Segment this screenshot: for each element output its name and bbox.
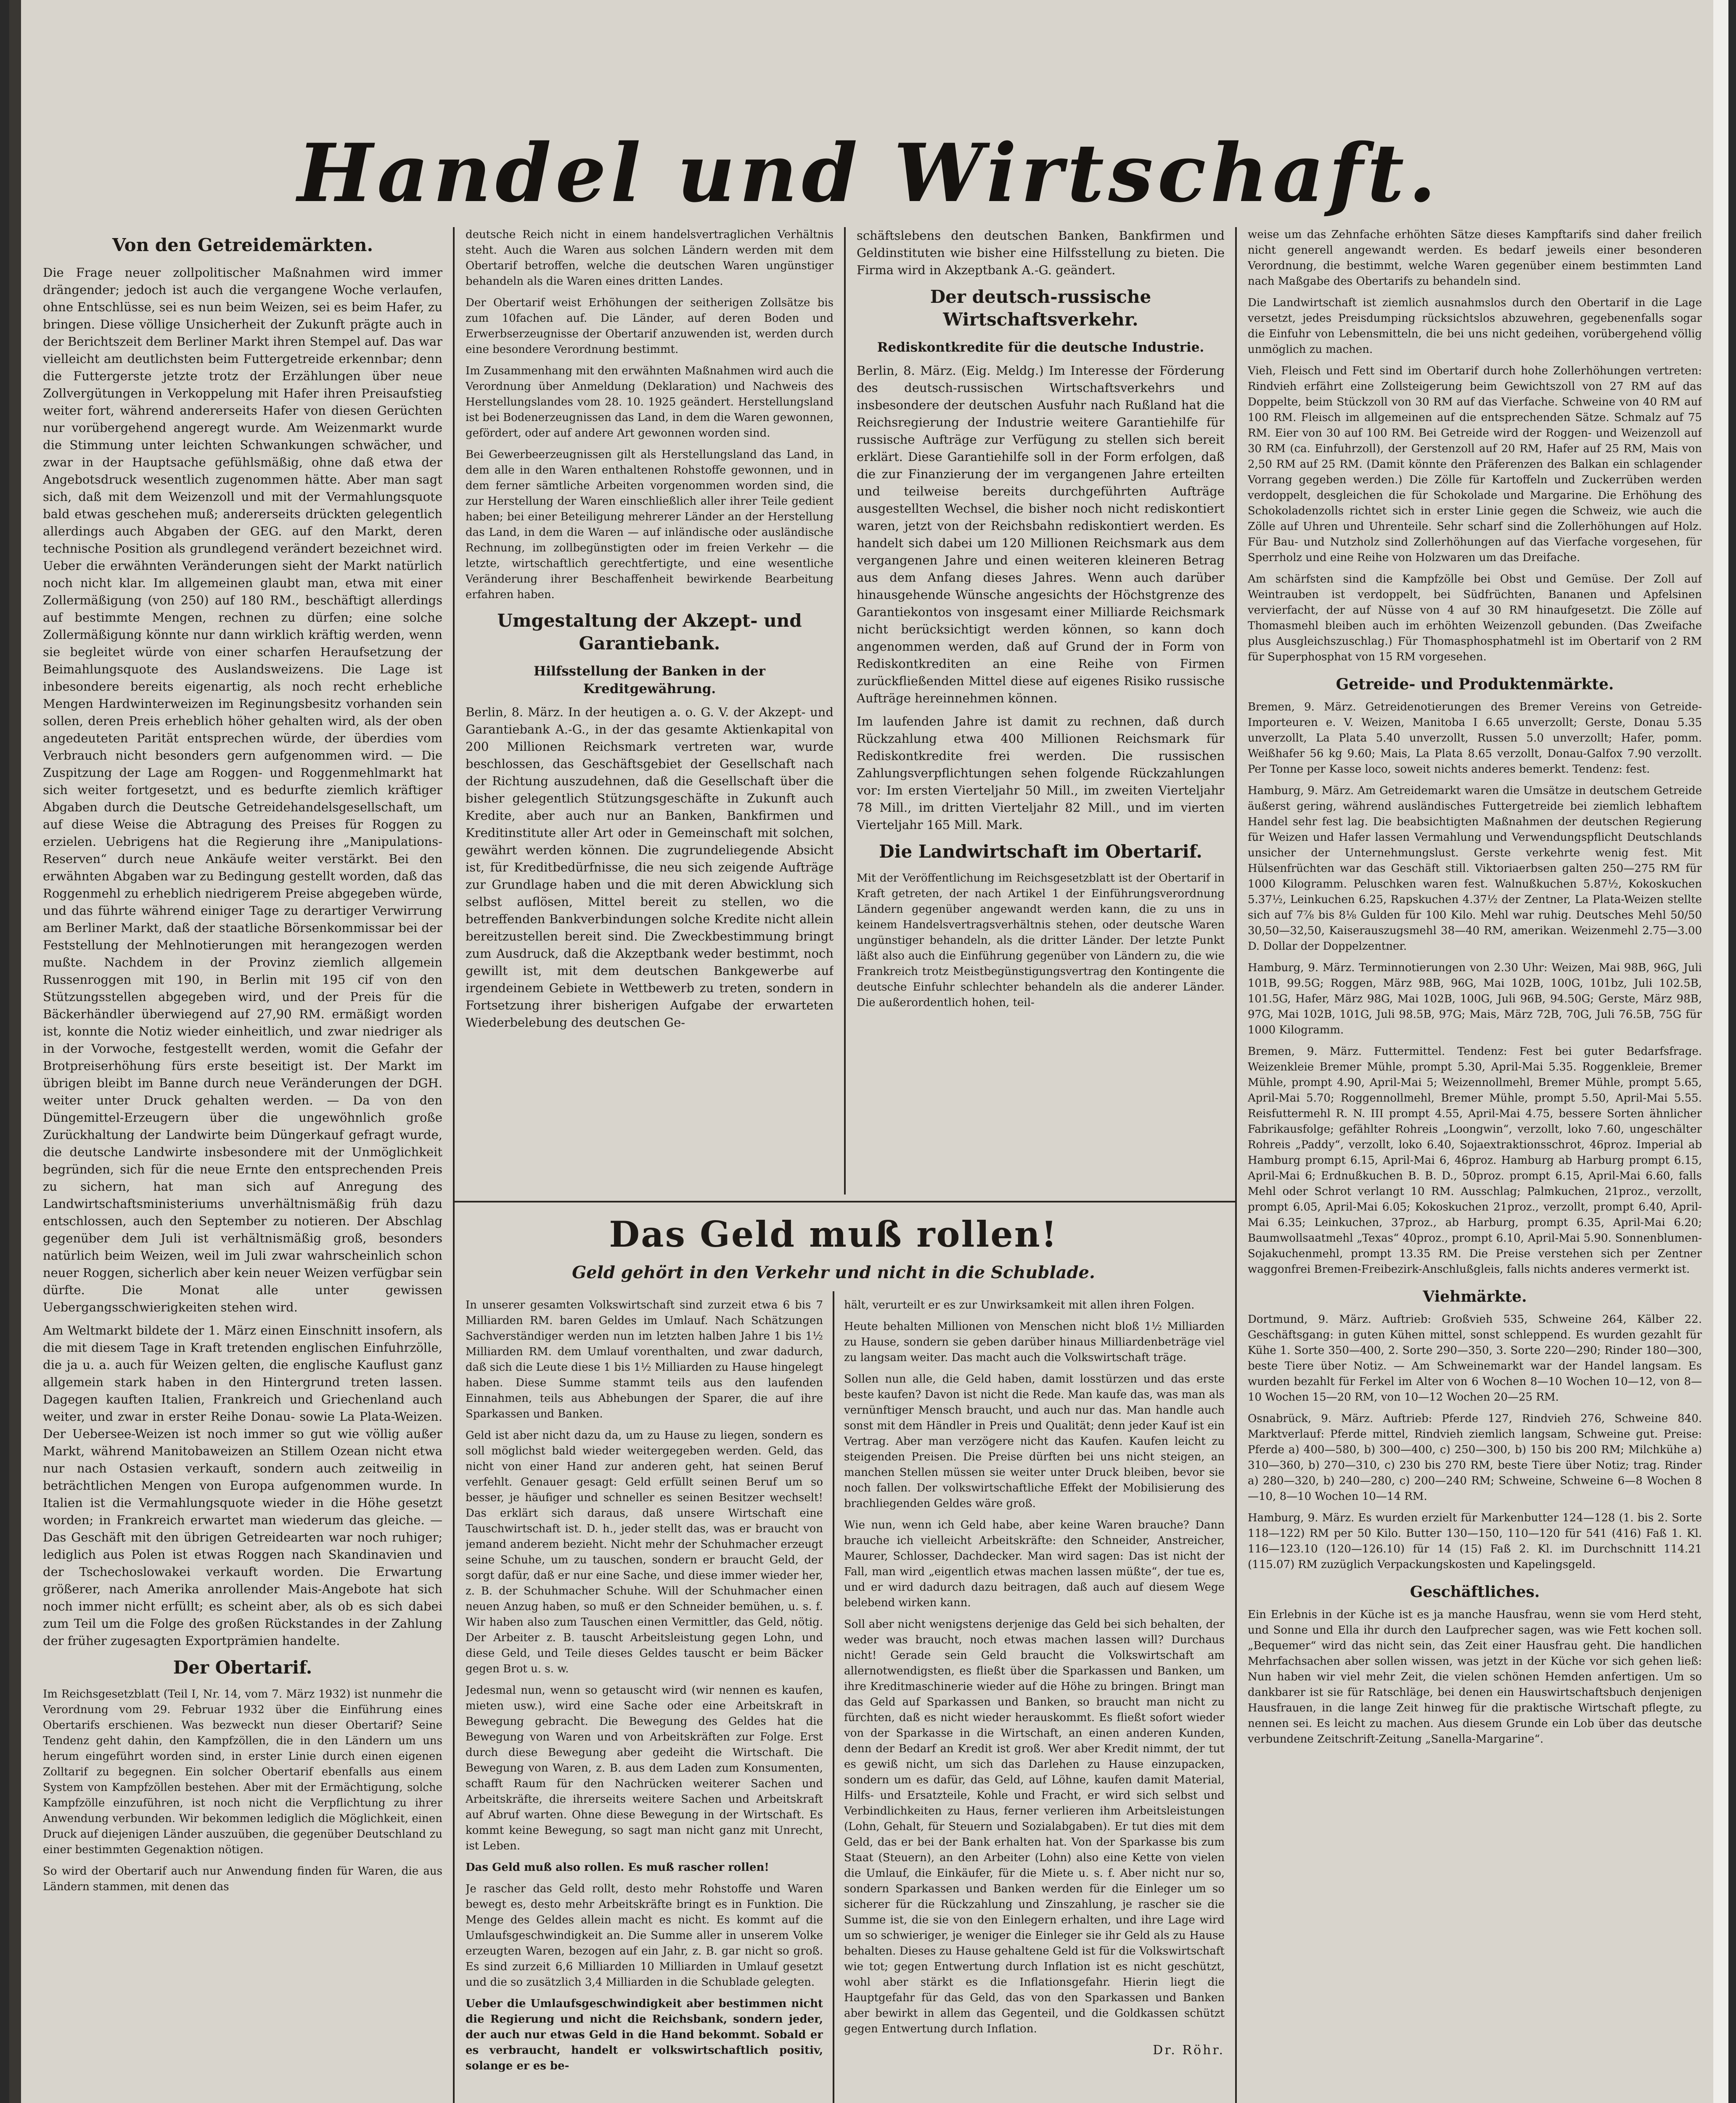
market-report: Bremen, 9. März. Getreidenotierungen des Bremer Vereins von Getreide-Importeuren e. V. Weizen, Manitoba I 6.65 unverzollt; Gerste, Donau 5.35 unverzollt, La Plata 5.40 unverzollt, Russen 5.0 unverzollt; Hafer, pomm. Weißhafer 56 kg 9.60; Mais, La Plata 8.65 verzollt, Donau-Galfox 7.90 verzollt. Per Tonne per Kasse loco, soweit nichts anderes bemerkt. Tendenz: fest.	[1248, 701, 1702, 776]
article-heading: Umgestaltung der Akzept- und Garantiebank.	[497, 610, 802, 654]
article-paragraph: weise um das Zehnfache erhöhten Sätze dieses Kampftarifs sind daher freilich nicht generell angewandt werden. Es bedarf jeweils einer besonderen Verordnung, die bestimmt, welche Waren gegenüber einem bestimmten Land nach Maßgabe des Obertarifs zu behandeln sind.	[1248, 228, 1702, 288]
article-paragraph: Geld ist aber nicht dazu da, um zu Hause zu liegen, sondern es soll möglichst bald wieder weitergegeben werden. Geld, das nicht von einer Hand zur anderen geht, hat seinen Beruf verfehlt. Genauer gesagt: Geld erfüllt seinen Beruf um so besser, je häufiger und schneller es seinen Besitzer wechselt! Das erklärt sich daraus, daß unsere Wirtschaft eine Tauschwirtschaft ist. D. h., jeder stellt das, was er braucht von jemand anderem bezieht. Nicht mehr der Schuhmacher erzeugt seine Schuhe, um zu tauschen, sondern er braucht Geld, der sorgt dafür, daß er nur eine Sache, und diese immer wieder her, z. B. der Schuhmacher Schuhe. Will der Schuhmacher einen neuen Anzug haben, so muß er den Schneider bemühen, u. s. f. Wir haben also zum Tauschen einen Vermittler, das Geld, nötig. Der Arbeiter z. B. tauscht Arbeitsleistung gegen Lohn, und diese Geld, und Teile dieses Geldes tauscht er beim Bäcker gegen Brot u. s. w.	[466, 1429, 823, 1675]
article-paragraph: Am Weltmarkt bildete der 1. März einen Einschnitt insofern, als die mit diesem Tage in Kraft tretenden englischen Einfuhrzölle, die ja u. a. auch für Weizen gelten, die englische Kauflust ganz allgemein stark haben in den Hintergrund treten lassen. Dagegen kauften Italien, Frankreich und Griechenland auch weiter, und zwar in erster Reihe Donau- sowie La Plata-Weizen. Der Uebersee-Weizen ist noch immer so gut wie völlig außer Markt, während Manitobaweizen an Stillem Ozean nicht etwa nur nach Ostasien verkauft, sondern auch zeitweilig in beträchtlichen Mengen von Europa aufgenommen wurde. In Italien ist die Vermahlungsquote wieder in die Höhe gesetzt worden; in Frankreich erwartet man wiederum das gleiche. — Das Geschäft mit den übrigen Getreidearten war noch ruhiger; lediglich aus Polen ist etwas Roggen nach Skandinavien und der Tschechoslowakei verkauft worden. Die Erwartung größerer, nach Amerika anrollender Mais-Angebote hat sich noch immer nicht erfüllt; es scheint aber, als ob es sich dabei zum Teil um die Folge des großen Rückstandes in der Zahlung der früher zugesagten Exportprämien handelte.	[43, 1323, 442, 1648]
market-report: Hamburg, 9. März. Es wurden erzielt für Markenbutter 124—128 (1. bis 2. Sorte 118—122) RM per 50 Kilo. Butter 130—150, 110—120 für 541 (416) Faß 1. Kl. 116—123.10 (120—126.10) für 14 (15) Faß 2. Kl. im Durchschnitt 114.21 (115.07) RM zuzüglich Verpackungskosten und Kapelingsgeld.	[1248, 1512, 1702, 1571]
article-paragraph: Bei Gewerbeerzeugnissen gilt als Herstellungsland das Land, in dem alle in den Waren enthaltenen Rohstoffe gewonnen, und in dem ferner sämtliche Arbeiten vorgenommen worden sind, die zur Herstellung der Waren einschließlich aller ihrer Teile gedient haben; bei einer Beteiligung mehrerer Länder an der Herstellung das Land, in dem die Waren — auf inländische oder ausländische Rechnung, im zollbegünstigten oder im freien Verkehr — die letzte, wirtschaftlich gerechtfertigte, und eine wesentliche Veränderung ihrer Beschaffenheit bewirkende Bearbeitung erfahren haben.	[466, 448, 834, 601]
article-subheading: Hilfsstellung der Banken in der Kreditgewährung.	[534, 664, 765, 697]
article-paragraph: Jedesmal nun, wenn so getauscht wird (wir nennen es kaufen, mieten usw.), wird eine Sache oder eine Arbeitskraft in Bewegung gebracht. Die Bewegung des Geldes hat die Bewegung von Waren und von Arbeitskräften zur Folge. Erst durch diese Bewegung aber gedeiht die Wirtschaft. Die Bewegung von Waren, z. B. aus dem Laden zum Konsumenten, schafft Raum für den Nachrücken weiterer Sachen und Arbeitskräfte, die ihrerseits weitere Sachen und Arbeitskraft auf Abruf warten. Ohne diese Bewegung in der Wirtschaft. Es kommt keine Bewegung, so sagt man nicht ganz mit Unrecht, ist Leben.	[466, 1684, 823, 1852]
column-1	[43, 227, 442, 2103]
article-paragraph: Berlin, 8. März. In der heutigen a. o. G. V. der Akzept- und Garantiebank A.-G., in der das gesamte Aktienkapital von 200 Millionen Reichsmark vertreten war, wurde beschlossen, das Geschäftsgebiet der Gesellschaft nach der Richtung auszudehnen, daß die Gesellschaft über die bisher gelegentlich Stützungsgeschäfte in Zukunft auch Kredite, aber auch nur an Banken, Bankfirmen und Kreditinstitute aller Art oder in Gemeinschaft mit solchen, gewährt werden können. Die zugrundeliegende Absicht ist, für Kreditbedürfnisse, die neu sich zeigende Aufträge zur Grundlage haben und die mit deren Abwicklung sich selbst auflösen, Mittel bereit zu stellen, wo die betreffenden Bankverbindungen solche Kredite nicht allein bereitzustellen bereit sind. Die Zweckbestimmung bringt zum Ausdruck, daß die Akzeptbank weder bestimmt, noch gewillt ist, mit dem deutschen Bankgewerbe auf irgendeinem Gebiete in Wettbewerb zu treten, sondern in Fortsetzung ihrer bisherigen Aufgabe der erwarteten Wiederbelebung des deutschen Ge-	[466, 705, 834, 1030]
article-paragraph: Ueber die Umlaufsgeschwindigkeit aber bestimmen nicht die Regierung und nicht die Reichsbank, sondern jeder, der auch nur etwas Geld in die Hand bekommt. Sobald er es verbraucht, handelt er volkswirtschaftlich positiv, solange er es be-	[466, 1997, 823, 2072]
headline-rule	[455, 1201, 1235, 1202]
article-paragraph: deutsche Reich nicht in einem handelsvertraglichen Verhältnis steht. Auch die Waren aus solchen Ländern werden mit dem Obertarif betroffen, welche die deutschen Waren ungünstiger behandeln als die Waren eines dritten Landes.	[466, 228, 834, 288]
article-paragraph: Sollen nun alle, die Geld haben, damit losstürzen und das erste beste kaufen? Davon ist nicht die Rede. Man kaufe das, was man als vernünftiger Mensch braucht, und auch nur das. Man handle auch sonst mit dem Händler in Preis und Qualität; denn jeder Kauf ist ein Vertrag. Aber man verzögere nicht das Kaufen. Kaufen leicht zu steigenden Preisen. Die Preise dürften bei uns nicht steigen, an manchen Stellen müssen sie weiter unter Druck bleiben, bevor sie noch fallen. Der volkswirtschaftliche Effekt der Mobilisierung des brachliegenden Geldes wäre groß.	[844, 1373, 1225, 1510]
column-rule	[1235, 227, 1237, 2103]
article-paragraph: Ein Erlebnis in der Küche ist es ja manche Hausfrau, wenn sie vom Herd steht, und Sonne und Ella ihr durch den Laufprecher sagen, was wie Fett kochen soll. „Bequemer“ wird das nicht sein, das Zeit einer Hausfrau geht. Die handlichen Mehrfachsachen aber sollen wissen, was jetzt in der Küche vor sich gehen ließ: Nun haben wir viel mehr Zeit, die vielen schönen Hemden anfertigen. Um so dankbarer ist sie für Ratschläge, bei denen ein Hauswirtschaftsbuch denjenigen Hausfrauen, in die lange Zeit hinweg für die praktische Wirtschaft pflegte, zu nennen sei. Es leicht zu machen. Aus diesem Grunde ein Lob über das deutsche verbundene Zeitschrift-Zeitung „Sanella-Margarine“.	[1248, 1608, 1702, 1745]
article-paragraph: Mit der Veröffentlichung im Reichsgesetzblatt ist der Obertarif in Kraft getreten, der nach Artikel 1 der Einführungsverordnung Ländern gegenüber angewandt werden kann, die zu uns in keinem Handelsvertragsverhältnis stehen, oder deutsche Waren ungünstiger behandeln, als die dritter Länder. Der letzte Punkt läßt also auch die Einführung gegenüber von Ländern zu, die wie Frankreich trotz Meistbegünstigungsvertrag den Kontingente die deutsche Einfuhr schlechter behandeln als die anderer Länder. Die außerordentlich hohen, teil-	[857, 872, 1225, 1009]
article-paragraph: schäftslebens den deutschen Banken, Bankfirmen und Geldinstituten wie bisher eine Hilfsstellung zu bieten. Die Firma wird in Akzeptbank A.-G. geändert.	[857, 228, 1225, 277]
article-paragraph: Heute behalten Millionen von Menschen nicht bloß 1½ Milliarden zu Hause, sondern sie geben darüber hinaus Milliardenbeträge viel zu langsam weiter. Das macht auch die Volkswirtschaft träge.	[844, 1320, 1225, 1364]
column-rule	[844, 227, 846, 1195]
article-paragraph: Der Obertarif weist Erhöhungen der seitherigen Zollsätze bis zum 10fachen auf. Die Länder, auf deren Boden und Erwerbserzeugnisse der Obertarif anzuwenden ist, werden durch eine besondere Verordnung bestimmt.	[466, 297, 834, 356]
section-heading: Getreide- und Produktenmärkte.	[1336, 675, 1614, 693]
column-2	[466, 227, 834, 1195]
article-heading: Der Obertarif.	[173, 1657, 312, 1678]
article-paragraph: Im laufenden Jahre ist damit zu rechnen, daß durch Rückzahlung etwa 400 Millionen Reichsmark für Rediskontkredite frei werden. Die russischen Zahlungsverpflichtungen sehen folgende Rückzahlungen vor: Im ersten Vierteljahr 50 Mill., im zweiten Vierteljahr 78 Mill., im dritten Vierteljahr 82 Mill., und im vierten Vierteljahr 165 Mill. Mark.	[857, 714, 1225, 832]
scan-edge-left	[9, 0, 21, 2103]
column-rule	[453, 227, 455, 2103]
article-paragraph: Das Geld muß also rollen. Es muß rascher rollen!	[466, 1861, 769, 1874]
article-heading: Der deutsch-russische Wirtschaftsverkehr.	[930, 286, 1151, 330]
article-subheading: Rediskontkredite für die deutsche Industrie.	[877, 340, 1204, 355]
market-report: Osnabrück, 9. März. Auftrieb: Pferde 127, Rindvieh 276, Schweine 840. Marktverlauf: Pferde mittel, Rindvieh ziemlich langsam, Schweine gut. Preise: Pferde a) 400—580, b) 300—400, c) 250—300, b) 150 bis 200 RM; Milchkühe a) 310—360, b) 270—310, c) 230 bis 270 RM, beste Tiere über Notiz; trag. Rinder a) 280—320, b) 240—280, c) 200—240 RM; Schweine, Schweine 6—8 Wochen 8—10, 8—10 Wochen 10—14 RM.	[1248, 1412, 1702, 1503]
feature-column-right	[844, 1298, 1225, 2103]
market-report: Bremen, 9. März. Futtermittel. Tendenz: Fest bei guter Bedarfsfrage. Weizenkleie Bremer Mühle, prompt 5.30, April-Mai 5.35. Roggenkleie, Bremer Mühle, prompt 4.90, April-Mai 5; Weizennollmehl, Bremer Mühle, prompt 5.65, April-Mai 5.70; Roggennollmehl, Bremer Mühle, prompt 5.50, April-Mai 5.55. Reisfuttermehl R. N. III prompt 4.55, April-Mai 4.75, bessere Sorten ähnlicher Fabrikausfolge; gefählter Rohreis „Loongwin“, verzollt, loko 7.60, ungeschälter Rohreis „Paddy“, verzollt, loko 6.40, Sojaextraktionsschrot, 46proz. Imperial ab Hamburg prompt 6.15, April-Mai 6, 46proz. Hamburg ab Harburg prompt 6.15, April-Mai 6; Erdnußkuchen B. B. D., 50proz. prompt 6.15, April-Mai 6.60, falls Mehl oder Schrot verlangt 10 RM. Ausschlag; Palmkuchen, 21proz., verzollt, prompt 6.05, April-Mai 6.05; Kokoskuchen 21proz., verzollt, prompt 6.40, April-Mai 6.35; Leinkuchen, 37proz., ab Harburg, prompt 6.35, April-Mai 6.20; Baumwollsaatmehl „Texas“ 40proz., prompt 6.10, April-Mai 5.90. Sonnenblumen-Sojakuchenmehl, prompt 13.35 RM. Die Preise verstehen sich per Zentner waggonfrei Bremen-Freibezirk-Anschlußgleis, falls nichts anderes vermerkt ist.	[1248, 1045, 1702, 1276]
article-paragraph: Im Zusammenhang mit den erwähnten Maßnahmen wird auch die Verordnung über Anmeldung (Deklaration) und Nachweis des Herstellungslandes vom 28. 10. 1925 geändert. Herstellungsland ist bei Bodenerzeugnissen das Land, in dem die Waren gewonnen, gefördert, oder auf andere Art gewonnen worden sind.	[466, 365, 834, 440]
column-rule	[833, 1291, 834, 2103]
author-byline: Dr. Röhr.	[1153, 2043, 1225, 2058]
column-4	[1248, 227, 1702, 2103]
section-heading: Geschäftliches.	[1410, 1583, 1540, 1601]
section-masthead: Handel und Wirtschaft.	[297, 126, 1440, 220]
article-heading: Die Landwirtschaft im Obertarif.	[879, 841, 1202, 862]
article-paragraph: Im Reichsgesetzblatt (Teil I, Nr. 14, vom 7. März 1932) ist nunmehr die Verordnung vom 29. Februar 1932 über die Einführung eines Obertarifs erschienen. Was bezweckt nun dieser Obertarif? Seine Tendenz geht dahin, den Kampfzöllen, die in den Ländern um uns herum eingeführt worden sind, in erster Linie durch einen eigenen Zolltarif zu begegnen. Ein solcher Obertarif ebenfalls aus einem System von Kampfzöllen bestehen. Aber mit der Ermächtigung, solche Kampfzölle einzuführen, ist noch nicht die Verpflichtung zu ihrer Anwendung verbunden. Wir bekommen lediglich die Möglichkeit, einen Druck auf diejenigen Länder auszuüben, die gegenüber Deutschland zu einer bestimmten Gegenaktion nötigen.	[43, 1688, 442, 1856]
feature-headline: Das Geld muß rollen!	[609, 1213, 1058, 1255]
article-paragraph: Wie nun, wenn ich Geld habe, aber keine Waren brauche? Dann brauche ich vielleicht Arbeitskräfte: den Schneider, Anstreicher, Maurer, Schlosser, Dachdecker. Man wird sagen: Das ist nicht der Fall, man wird „eigentlich etwas machen lassen müßte“, der tue es, und er wird dadurch dazu beitragen, daß auch auf diesem Wege belebend wirken kann.	[844, 1519, 1225, 1609]
feature-subheadline: Geld gehört in den Verkehr und nicht in die Schublade.	[572, 1263, 1095, 1282]
article-paragraph: Die Frage neuer zollpolitischer Maßnahmen wird immer drängender; jedoch ist auch die vergangene Woche verlaufen, ohne Entschlüsse, sei es nun beim Weizen, sei es beim Hafer, zu bringen. Diese völlige Unsicherheit der Zukunft prägte auch in der Berichtszeit dem Berliner Markt ihren Stempel auf. Das war vielleicht am deutlichsten beim Futtergetreide erkennbar; denn die Futtergerste jetzte trotz der Erzählungen über neue Zollvergütungen in Verkoppelung mit Hafer ihren Preisaufstieg weiter fort, während andererseits Hafer von diesen Gerüchten nur vorübergehend angeregt wurde. Am Weizenmarkt wurde die Stimmung unter leichten Schwankungen schwächer, und zwar in der Hauptsache gefühlsmäßig, ohne daß etwa der Angebotsdruck wesentlich zugenommen hätte. Aber man sagt sich, daß mit dem Weizenzoll und mit der Vermahlungsquote bald etwas geschehen muß; andererseits drückten gelegentlich allerdings auch Abgaben der GEG. auf den Markt, deren technische Position als grundlegend verändert bezeichnet wird. Ueber die erwähnten Veränderungen sieht der Markt natürlich noch nicht klar. Im allgemeinen glaubt man, etwa mit einer Zollermäßigung (von 250) auf 180 RM., beschäftigt allerdings auf bestimmte Mengen, rechnen zu dürfen; eine solche Zollermäßigung könnte nur dann wirklich kräftig werden, wenn sie begleitet würde von einer scharfen Heraufsetzung der Beimahlungsquote des Auslandsweizens. Die Lage ist inbesondere bereits eigenartig, als noch recht erhebliche Mengen Hardwinterweizen im Reginungsbesitz vorhanden sein sollen, deren Preis erheblich höher gehalten wird, als der oben angedeuteten Parität entsprechen würde, der überdies vom Verbrauch nicht besonders gern aufgenommen wird. — Die Zuspitzung der Lage am Roggen- und Roggenmehlmarkt hat sich weiter fortgesetzt, und es bedurfte ziemlich kräftiger Abgaben durch die Deutsche Getreidehandelsgesellschaft, um auf diese Weise die Abtragung des Preises für Roggen zu erzielen. Uebrigens hat die Regierung ihre „Manipulations-Reserven“ durch neue Ankäufe weiter verstärkt. Bei den erwähnten Abgaben war zu Bedingung gestellt worden, daß das Roggenmehl zu erheblich niedrigerem Preise abgegeben würde, und das führte während einiger Tage zu derartiger Verwirrung am Berliner Markt, daß der staatliche Börsenkommissar bei der Feststellung der Mehlnotierungen mit herangezogen werden mußte. Nachdem in der Provinz ziemlich allgemein Russenroggen mit 190, in Berlin mit 195 cif von den Stützungsstellen abgegeben wird, und der Preis für die Bäckerhändler überwiegend auf 27,90 RM. ermäßigt worden ist, konnte die Notiz wieder einheitlich, und zwar niedriger als in der Vorwoche, festgestellt werden, womit die Gefahr der Brotpreiserhöhung fürs erste beseitigt ist. Der Markt im übrigen bleibt im Banne durch neue Veränderungen der DGH. weiter unter Druck gehalten werden. — Da von den Düngemittel-Erzeugern über die ungewöhnlich große Zurückhaltung der Landwirte beim Düngerkauf gefragt wurde, die deutsche Landwirte insbesondere mit der Unmöglichkeit begründen, sich für die neue Ernte den entsprechenden Preis zu sichern, hat man sich auf Anregung des Landwirtschaftsministeriums unverhältnismäßig früh dazu entschlossen, auch den September zu notieren. Der Abschlag gegenüber dem Juli ist verhältnismäßig groß, besonders natürlich beim Weizen, weil im Juli zwar wahrscheinlich schon neuer Roggen, sicherlich aber kein neuer Weizen verfügbar sein dürfte. Die Monat alle unter gewissen Uebergangsschwierigkeiten stehen wird.	[43, 265, 442, 1314]
scan-edge-right	[1713, 0, 1728, 2103]
market-report: Hamburg, 9. März. Am Getreidemarkt waren die Umsätze in deutschem Getreide äußerst gering, während ausländisches Futtergetreide bei ziemlich lebhaftem Handel sehr fest lag. Die beabsichtigten Maßnahmen der deutschen Regierung für Weizen und Hafer lassen Vermahlung und Verwendungspflicht Deutschlands unsicher der Unternehmungslust. Gerste verkehrte wenig fest. Mit Hülsenfrüchten war das Geschäft still. Viktoriaerbsen galten 250—275 RM für 1000 Kilogramm. Peluschken waren fest. Walnußkuchen 5.87½, Kokoskuchen 5.37½, Leinkuchen 6.25, Rapskuchen 4.37½ der Zentner, La Plata-Weizen stellte sich auf 7⅞ bis 8⅛ Gulden für 100 Kilo. Mehl war ruhig. Deutsches Mehl 50/50 30,50—32,50, Kaiserauszugsmehl 38—40 RM, amerikan. Weizenmehl 2.75—3.00 D. Dollar der Doppelzentner.	[1248, 784, 1702, 953]
column-3	[857, 227, 1225, 1195]
article-paragraph: Am schärfsten sind die Kampfzölle bei Obst und Gemüse. Der Zoll auf Weintrauben ist verdoppelt, bei Südfrüchten, Bananen und Apfelsinen vervierfacht, der auf Nüsse von 4 auf 30 RM hinaufgesetzt. Die Zölle auf Thomasmehl bleiben auch im erhöhten Weizenzoll gebunden. (Das Zweifache plus Ausgleichszuschlag.) Für Thomasphosphatmehl ist im Obertarif von 2 RM für Superphosphat von 15 RM vorgesehen.	[1248, 573, 1702, 663]
section-heading: Viehmärkte.	[1423, 1288, 1527, 1306]
article-paragraph: Die Landwirtschaft ist ziemlich ausnahmslos durch den Obertarif in die Lage versetzt, jedes Preisdumping rücksichtslos abzuwehren, gegebenenfalls sogar die Einfuhr von Lebensmitteln, die bei uns nicht gedeihen, vorübergehend völlig unmöglich zu machen.	[1248, 297, 1702, 356]
market-report: Hamburg, 9. März. Terminnotierungen von 2.30 Uhr: Weizen, Mai 98B, 96G, Juli 101B, 99.5G; Roggen, März 98B, 96G, Mai 102B, 100G, 101bz, Juli 102.5B, 101.5G, Hafer, März 98G, Mai 102B, 100G, Juli 96B, 94.50G; Gerste, März 98B, 97G, Mai 102B, 101G, Juli 98.5B, 97G; Mais, März 72B, 70G, Juli 76.5B, 75G für 1000 Kilogramm.	[1248, 961, 1702, 1036]
article-paragraph: Je rascher das Geld rollt, desto mehr Rohstoffe und Waren bewegt es, desto mehr Arbeitskräfte bringt es in Funktion. Die Menge des Geldes allein macht es nicht. Es kommt auf die Umlaufsgeschwindigkeit an. Die Summe aller in unserem Volke erzeugten Waren, bezogen auf ein Jahr, z. B. gar nicht so groß. Es sind zurzeit 6,6 Milliarden 10 Milliarden in Umlauf gesetzt und die so zusätzlich 3,4 Milliarden in die Schublade gelegten.	[466, 1883, 823, 1989]
article-heading: Von den Getreidemärkten.	[112, 235, 373, 255]
article-paragraph: hält, verurteilt er es zur Unwirksamkeit mit allen ihren Folgen.	[844, 1299, 1195, 1311]
article-paragraph: So wird der Obertarif auch nur Anwendung finden für Waren, die aus Ländern stammen, mit denen das	[43, 1865, 442, 1893]
article-paragraph: Berlin, 8. März. (Eig. Meldg.) Im Interesse der Förderung des deutsch-russischen Wirtschaftsverkehrs und insbesondere der deutschen Ausfuhr nach Rußland hat die Reichsregierung der Industrie weitere Garantiehilfe für russische Aufträge zur Verfügung zu stellen sich bereit erklärt. Diese Garantiehilfe soll in der Form erfolgen, daß die zur Finanzierung der im vergangenen Jahre erteilten und teilweise bereits durchgeführten Aufträge ausgestellten Wechsel, die bisher noch nicht rediskontiert waren, jetzt von der Reichsbahn rediskontiert werden. Es handelt sich dabei um 120 Millionen Reichsmark aus dem vergangenen Jahre und einen weiteren kleineren Betrag aus dem Anfang dieses Jahres. Wenn auch darüber hinausgehende Wünsche angesichts der Höchstgrenze des Garantiekontos von insgesamt einer Milliarde Reichsmark nicht berücksichtigt werden können, so kann doch angenommen werden, daß auf Grund der in Form von Rediskontkrediten an eine Reihe von Firmen zurückfließenden Mittel diese auf eigenes Risiko russische Aufträge hereinnehmen können.	[857, 363, 1225, 705]
newspaper-page	[9, 0, 1728, 2103]
market-report: Dortmund, 9. März. Auftrieb: Großvieh 535, Schweine 264, Kälber 22. Geschäftsgang: in guten Kühen mittel, sonst schleppend. Es wurden gezahlt für Kühe 1. Sorte 350—400, 2. Sorte 290—350, 3. Sorte 220—290; Rinder 180—300, beste Tiere über Notiz. — Am Schweinemarkt war der Handel langsam. Es wurden bezahlt für Ferkel im Alter von 6 Wochen 8—10 Wochen 10—12, von 8—10 Wochen 15—20 RM, von 10—12 Wochen 20—25 RM.	[1248, 1313, 1702, 1404]
article-paragraph: Vieh, Fleisch und Fett sind im Obertarif durch hohe Zollerhöhungen vertreten: Rindvieh erfährt eine Zollsteigerung beim Gewichtszoll von 27 RM auf das Doppelte, beim Stückzoll von 30 RM auf das Vierfache. Schweine von 40 RM auf 100 RM. Fleisch im allgemeinen auf die entsprechenden Sätze. Schmalz auf 75 RM. Eier von 30 auf 100 RM. Bei Getreide wird der Roggen- und Weizenzoll auf 30 RM (ca. Einfuhrzoll), der Gerstenzoll auf 20 RM, Hafer auf 25 RM, Mais von 2,50 RM auf 25 RM. (Damit könnte den Präferenzen des Balkan ein schlagender Vorrang gegeben werden.) Die Zölle für Kartoffeln und Zuckerrüben werden verdoppelt, desgleichen die für Schokolade und Margarine. Die Erhöhung des Schokoladenzolls richtet sich in erster Linie gegen die Schweiz, wie auch die Zölle auf Uhren und Uhrenteile. Sehr scharf sind die Zollerhöhungen auf Holz. Für Bau- und Nutzholz sind Zollerhöhungen auf das Vierfache vorgesehen, für Sperrholz und eine Reihe von Holzwaren um das Dreifache.	[1248, 365, 1702, 564]
article-paragraph: Soll aber nicht wenigstens derjenige das Geld bei sich behalten, der weder was braucht, noch etwas machen lassen will? Durchaus nicht! Gerade sein Geld braucht die Volkswirtschaft am allernotwendigsten, es fließt über die Sparkassen und Banken, um ihre Kreditmaschinerie wieder auf die Höhe zu bringen. Bringt man das Geld auf Sparkassen und Banken, so braucht man nicht zu fürchten, daß es nicht wieder herauskommt. Es fließt sofort wieder von der Sparkasse in die Wirtschaft, an einen anderen Kunden, denn der Bedarf an Kredit ist groß. Wer aber Kredit nimmt, der tut es gewiß nicht, um sich das Darlehen zu Hause einzupacken, sondern um es dafür, das Geld, auf Löhne, kaufen damit Material, Hilfs- und Ersatzteile, Kohle und Fracht, er wird sich selbst und Verbindlichkeiten zu Haus, ferner verlieren ihm Arbeitsleistungen (Lohn, Gehalt, für Steuern und Sozialabgaben). Er tut dies mit dem Geld, das er bei der Bank erhalten hat. Von der Sparkasse bis zum Staat (Steuern), an den Arbeiter (Lohn) also eine Kette von vielen die Umlauf, die Einkäufer, für die Miete u. s. f. Aber nicht nur so, sondern Sparkassen und Banken werden für die Einleger um so sicherer für die Rückzahlung und Zinszahlung, je rascher sie die Summe ist, die sie von den Einlegern erhalten, und ihre Lage wird um so schwieriger, je weniger die Einleger sie ihr Geld als zu Hause behalten. Dieses zu Hause gehaltene Geld ist für die Volkswirtschaft wie tot; gegen Entwertung durch Inflation ist es nicht geschützt, wohl aber stärkt es die Inflationsgefahr. Hierin liegt die Hauptgefahr für das Geld, das von den Sparkassen und Banken aber bewirkt in allem das Gegenteil, und die Goldkassen schützt gegen Entwertung durch Inflation.	[844, 1618, 1225, 2035]
feature-column-left	[466, 1298, 823, 2103]
article-paragraph: In unserer gesamten Volkswirtschaft sind zurzeit etwa 6 bis 7 Milliarden RM. baren Geldes im Umlauf. Nach Schätzungen Sachverständiger werden nun im letzten halben Jahre 1 bis 1½ Milliarden RM. dem Umlauf vorenthalten, und zwar dadurch, daß sich die Leute diese 1 bis 1½ Milliarden zu Hause hingelegt haben. Diese Summe stammt teils aus den laufenden Einnahmen, teils aus Abhebungen der Sparer, die auf ihre Sparkassen und Banken.	[466, 1299, 823, 1420]
